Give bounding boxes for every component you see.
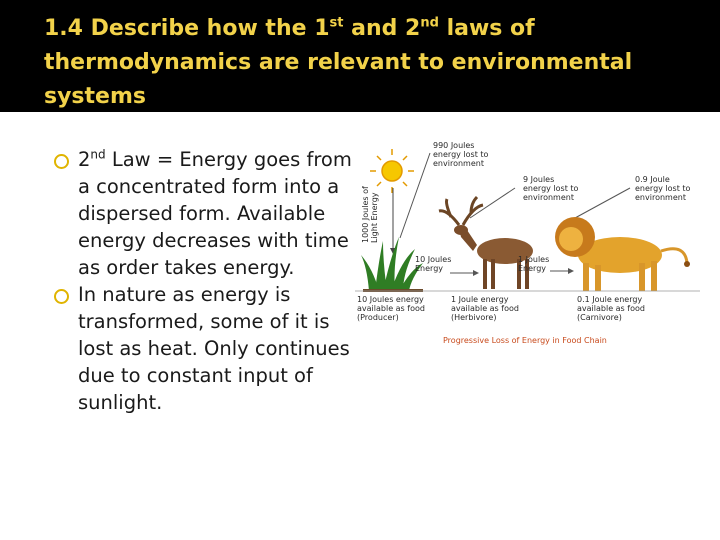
slide-title: 1.4 Describe how the 1st and 2nd laws of thermodynamics are relevant to environmental systems (44, 15, 633, 109)
elk-icon (439, 197, 533, 289)
loss-990-label: 990 Joules energy lost to environment (433, 141, 489, 168)
carnivore-label: 0.1 Joule energy available as food (Carnivore) (577, 295, 645, 322)
sunlight-energy-label: 1000 Joules of Light Energy (361, 186, 379, 243)
herbivore-label: 1 Joule energy available as food (Herbivore) (451, 295, 519, 322)
bullet-item: In nature as energy is transformed, some of it is lost as heat. Only continues due to constant input of sunlight. (54, 281, 354, 416)
bullet-ring-icon (54, 289, 69, 304)
transfer-10-label: 10 Joules Energy (415, 255, 452, 273)
diagram-caption: Progressive Loss of Energy in Food Chain (443, 336, 607, 345)
bullet-item: 2nd Law = Energy goes from a concentrated form into a dispersed form. Available energy decreases with time as order takes energy. (54, 146, 354, 281)
loss-09-label: 0.9 Joule energy lost to environment (635, 175, 691, 202)
loss-9-label: 9 Joules energy lost to environment (523, 175, 579, 202)
sunlight-arrow (390, 188, 396, 254)
grass-icon (361, 237, 423, 292)
bullet-list (54, 146, 354, 416)
producer-label: 10 Joules energy available as food (Producer) (357, 295, 425, 322)
energy-food-chain-diagram (355, 133, 700, 348)
bullet-ring-icon (54, 154, 69, 169)
transfer-arrows (450, 268, 574, 276)
transfer-1-label: 1 Joules Energy (518, 255, 550, 273)
lion-icon (555, 217, 690, 291)
